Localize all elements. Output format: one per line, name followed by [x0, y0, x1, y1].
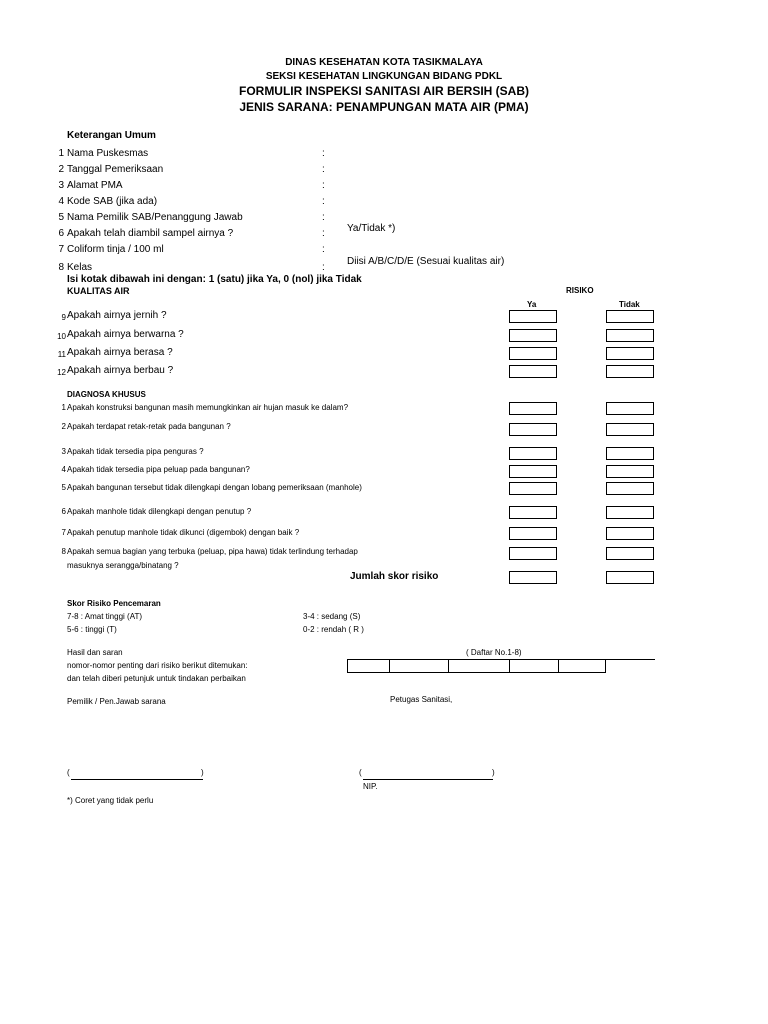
- form-title: FORMULIR INSPEKSI SANITASI AIR BERSIH (SAB): [238, 84, 529, 98]
- total-score-box-no[interactable]: [606, 571, 654, 584]
- water-quality-no-box[interactable]: [606, 329, 654, 342]
- diagnosis-item-number: 8: [61, 547, 66, 556]
- water-quality-item-label: Apakah airnya berbau ?: [67, 365, 174, 376]
- owner-label: Pemilik / Pen.Jawab sarana: [67, 697, 166, 706]
- general-item-number: 4: [58, 196, 64, 207]
- diagnosis-no-box[interactable]: [606, 482, 654, 495]
- general-item-number: 7: [58, 244, 64, 255]
- footnote: *) Coret yang tidak perlu: [67, 796, 154, 805]
- result-box-1[interactable]: [347, 659, 390, 673]
- general-item-number: 1: [58, 148, 64, 159]
- water-quality-title: KUALITAS AIR: [67, 286, 130, 296]
- results-list-note: ( Daftar No.1-8): [466, 648, 522, 657]
- general-item-label: Tanggal Pemeriksaan: [67, 164, 164, 175]
- general-item-label: Kelas: [67, 262, 93, 273]
- diagnosis-yes-box[interactable]: [509, 402, 557, 415]
- general-item-number: 6: [58, 228, 64, 239]
- general-item-label: Nama Pemilik SAB/Penanggung Jawab: [67, 212, 243, 223]
- diagnosis-yes-box[interactable]: [509, 447, 557, 460]
- diagnosis-item-label: Apakah tidak tersedia pipa peluap pada bangunan?: [67, 465, 250, 474]
- water-quality-yes-box[interactable]: [509, 310, 557, 323]
- diagnosis-item-number: 7: [61, 528, 66, 537]
- facility-type: JENIS SARANA: PENAMPUNGAN MATA AIR (PMA): [239, 100, 529, 114]
- diagnosis-no-box[interactable]: [606, 423, 654, 436]
- diagnosis-no-box[interactable]: [606, 547, 654, 560]
- diagnosis-no-box[interactable]: [606, 465, 654, 478]
- general-item-label: Coliform tinja / 100 ml: [67, 244, 164, 255]
- officer-sign-paren-close: ): [492, 768, 495, 777]
- score-high: 5-6 : tinggi (T): [67, 625, 117, 634]
- general-item-number: 8: [58, 262, 64, 273]
- general-item-colon: :: [322, 262, 325, 273]
- owner-signature-line: [71, 779, 203, 780]
- diagnosis-item-number: 1: [61, 403, 66, 412]
- water-quality-no-box[interactable]: [606, 347, 654, 360]
- class-note: Diisi A/B/C/D/E (Sesuai kualitas air): [347, 256, 505, 267]
- diagnosis-item-8-continuation: masuknya serangga/binatang ?: [67, 561, 179, 570]
- score-low: 0-2 : rendah ( R ): [303, 625, 364, 634]
- agency-name: DINAS KESEHATAN KOTA TASIKMALAYA: [285, 57, 483, 68]
- score-title: Skor Risiko Pencemaran: [67, 599, 161, 608]
- total-score-label: Jumlah skor risiko: [350, 571, 439, 582]
- diagnosis-no-box[interactable]: [606, 402, 654, 415]
- general-item-number: 2: [58, 164, 64, 175]
- diagnosis-yes-box[interactable]: [509, 527, 557, 540]
- section-name: SEKSI KESEHATAN LINGKUNGAN BIDANG PDKL: [265, 71, 503, 82]
- water-quality-item-number: 9: [61, 313, 66, 322]
- diagnosis-item-label: Apakah tidak tersedia pipa penguras ?: [67, 447, 204, 456]
- general-item-colon: :: [322, 244, 325, 255]
- nip-label: NIP.: [363, 782, 378, 791]
- owner-sign-paren-close: ): [201, 768, 204, 777]
- general-item-label: Kode SAB (jika ada): [67, 196, 158, 207]
- result-box-3[interactable]: [448, 659, 510, 673]
- diagnosis-no-box[interactable]: [606, 447, 654, 460]
- diagnosis-item-number: 3: [61, 447, 66, 456]
- score-very-high: 7-8 : Amat tinggi (AT): [67, 612, 142, 621]
- water-quality-yes-box[interactable]: [509, 329, 557, 342]
- general-item-label: Apakah telah diambil sampel airnya ?: [67, 228, 234, 239]
- diagnosis-item-label: Apakah semua bagian yang terbuka (peluap, pipa hawa) tidak terlindung terhadap: [67, 547, 358, 556]
- diagnosis-item-number: 5: [61, 483, 66, 492]
- water-quality-item-number: 10: [57, 332, 66, 341]
- general-item-colon: :: [322, 228, 325, 239]
- score-medium: 3-4 : sedang (S): [303, 612, 361, 621]
- diagnosis-yes-box[interactable]: [509, 506, 557, 519]
- water-quality-no-box[interactable]: [606, 365, 654, 378]
- general-item-colon: :: [322, 196, 325, 207]
- result-box-5[interactable]: [558, 659, 606, 673]
- yes-header: Ya: [527, 300, 537, 309]
- diagnosis-yes-box[interactable]: [509, 482, 557, 495]
- diagnosis-yes-box[interactable]: [509, 423, 557, 436]
- result-box-2[interactable]: [389, 659, 449, 673]
- general-item-label: Alamat PMA: [67, 180, 123, 191]
- general-item-number: 5: [58, 212, 64, 223]
- general-item-label: Nama Puskesmas: [67, 148, 149, 159]
- general-info-title: Keterangan Umum: [67, 130, 156, 141]
- water-quality-item-label: Apakah airnya berasa ?: [67, 347, 173, 358]
- diagnosis-yes-box[interactable]: [509, 547, 557, 560]
- general-item-colon: :: [322, 164, 325, 175]
- diagnosis-item-label: Apakah terdapat retak-retak pada bangunan ?: [67, 422, 231, 431]
- total-score-box-yes[interactable]: [509, 571, 557, 584]
- water-quality-item-number: 11: [57, 350, 66, 359]
- officer-signature-line: [363, 779, 493, 780]
- water-quality-no-box[interactable]: [606, 310, 654, 323]
- diagnosis-item-label: Apakah bangunan tersebut tidak dilengkapi dengan lobang pemeriksaan (manhole): [67, 483, 362, 492]
- no-header: Tidak: [619, 300, 640, 309]
- results-line-3: dan telah diberi petunjuk untuk tindakan perbaikan: [67, 674, 246, 683]
- instruction-text: Isi kotak dibawah ini dengan: 1 (satu) jika Ya, 0 (nol) jika Tidak: [67, 274, 362, 285]
- results-label: Hasil dan saran: [67, 648, 123, 657]
- officer-sign-paren-open: (: [359, 768, 362, 777]
- general-item-number: 3: [58, 180, 64, 191]
- water-quality-item-label: Apakah airnya berwarna ?: [67, 329, 184, 340]
- general-item-colon: :: [322, 180, 325, 191]
- owner-sign-paren-open: (: [67, 768, 70, 777]
- diagnosis-item-label: Apakah penutup manhole tidak dikunci (digembok) dengan baik ?: [67, 528, 300, 537]
- water-quality-yes-box[interactable]: [509, 365, 557, 378]
- diagnosis-yes-box[interactable]: [509, 465, 557, 478]
- result-box-4[interactable]: [509, 659, 559, 673]
- general-item-colon: :: [322, 212, 325, 223]
- diagnosis-item-label: Apakah manhole tidak dilengkapi dengan penutup ?: [67, 507, 252, 516]
- risk-header: RISIKO: [566, 286, 594, 295]
- diagnosis-item-number: 6: [61, 507, 66, 516]
- diagnosis-item-number: 2: [61, 422, 66, 431]
- sample-taken-note: Ya/Tidak *): [347, 223, 396, 234]
- general-item-colon: :: [322, 148, 325, 159]
- diagnosis-no-box[interactable]: [606, 527, 654, 540]
- diagnosis-item-label: Apakah konstruksi bangunan masih memungkinkan air hujan masuk ke dalam?: [67, 403, 349, 412]
- officer-label: Petugas Sanitasi,: [390, 695, 453, 704]
- diagnosis-title: DIAGNOSA KHUSUS: [67, 390, 146, 399]
- water-quality-item-label: Apakah airnya jernih ?: [67, 310, 167, 321]
- water-quality-item-number: 12: [57, 368, 66, 377]
- water-quality-yes-box[interactable]: [509, 347, 557, 360]
- results-line-2: nomor-nomor penting dari risiko berikut ditemukan:: [67, 661, 248, 670]
- diagnosis-item-number: 4: [61, 465, 66, 474]
- diagnosis-no-box[interactable]: [606, 506, 654, 519]
